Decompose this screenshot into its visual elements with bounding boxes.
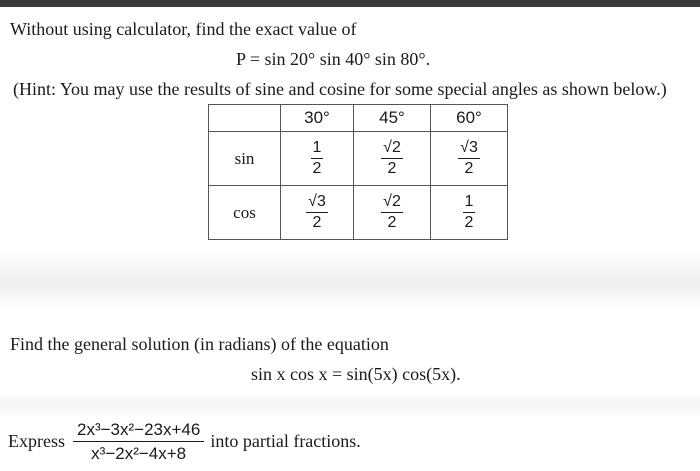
cell-sin-30: $\frac{1}{2}$ <box>281 132 354 186</box>
blurred-separator <box>0 250 700 310</box>
question1-intro: Without using calculator, find the exact value of <box>10 19 357 39</box>
fraction-denominator: x³−2x²−4x+8 <box>91 444 187 463</box>
table-header-row <box>209 105 508 132</box>
table-row-sin <box>209 132 508 186</box>
question3-prefix: Express <box>8 431 65 451</box>
question1-hint: (Hint: You may use the results of sine and cosine for some special angles as shown below.) <box>13 79 667 99</box>
table-header-30: 30° <box>281 105 354 132</box>
question1-equation: P = sin 20° sin 40° sin 80°. <box>236 49 431 69</box>
cell-sin-60: $\frac{√3}{2}$ <box>431 132 508 186</box>
fraction-numerator: 2x³−3x²−23x+46 <box>77 420 201 439</box>
question3-suffix: into partial fractions. <box>210 431 361 451</box>
cell-cos-60: $\frac{1}{2}$ <box>431 186 508 240</box>
table-header-60: 60° <box>431 105 508 132</box>
cell-sin-45: $\frac{√2}{2}$ <box>354 132 431 186</box>
question3 <box>8 420 361 463</box>
question2-equation: sin x cos x = sin(5x) cos(5x). <box>251 364 461 384</box>
partial-fraction-expression <box>73 420 204 463</box>
question2-intro: Find the general solution (in radians) of the equation <box>10 334 389 354</box>
top-border <box>0 0 700 7</box>
trig-values-table <box>208 104 508 240</box>
table-row-cos <box>209 186 508 240</box>
row-label-sin: sin <box>209 132 281 186</box>
row-label-cos: cos <box>209 186 281 240</box>
table-header-empty <box>209 105 281 132</box>
cell-cos-30: $\frac{√3}{2}$ <box>281 186 354 240</box>
cell-cos-45: $\frac{√2}{2}$ <box>354 186 431 240</box>
blurred-separator-2 <box>0 392 700 418</box>
table-header-45: 45° <box>354 105 431 132</box>
